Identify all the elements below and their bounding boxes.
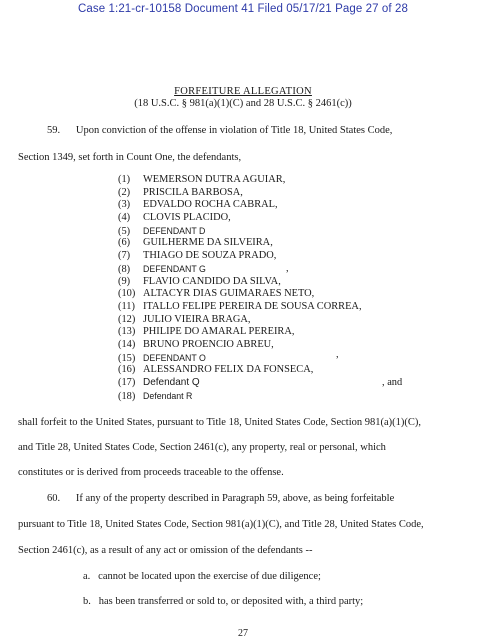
- defendant-name: FLAVIO CANDIDO DA SILVA,: [143, 275, 281, 287]
- defendant-number: (14): [118, 338, 136, 350]
- item-a: [83, 571, 321, 582]
- defendant-item: [118, 199, 362, 212]
- para-59-line-1: 59. Upon conviction of the offense in violation of Title 18, United States Code,: [47, 125, 393, 136]
- item-b: [83, 596, 363, 607]
- forfeit-line-1: shall forfeit to the United States, pursuant to Title 18, United States Code, Section 981(a)(1)(C),: [18, 417, 422, 428]
- item-text: has been transferred or sold to, or deposited with, a third party;: [98, 596, 364, 607]
- para-60-line-3: Section 2461(c), as a result of any act or omission of the defendants --: [18, 545, 313, 556]
- defendant-name: THIAGO DE SOUZA PRADO,: [143, 250, 277, 262]
- defendant-name: PHILIPE DO AMARAL PEREIRA,: [143, 326, 295, 338]
- para-59-line-2: Section 1349, set forth in Count One, the defendants,: [18, 152, 242, 163]
- defendant-item: [118, 288, 362, 301]
- defendant-item: [118, 263, 362, 276]
- defendant-number: (8): [118, 263, 131, 275]
- defendant-item: [118, 212, 362, 225]
- section-subtitle: (18 U.S.C. § 981(a)(1)(C) and 28 U.S.C. § 2461(c)): [134, 98, 352, 109]
- item-letter: a.: [83, 571, 91, 582]
- defendant-item: [118, 390, 362, 403]
- and-conjunction: , and: [382, 377, 403, 388]
- defendant-number: (7): [118, 250, 131, 262]
- defendant-item: [118, 301, 362, 314]
- forfeit-line-2: and Title 28, United States Code, Section 2461(c), any property, real or personal, which: [18, 442, 386, 453]
- defendant-item: [118, 276, 362, 289]
- defendant-item: [118, 377, 403, 390]
- defendant-item: [118, 364, 362, 377]
- defendant-number: (13): [118, 326, 136, 338]
- para-60-line-1: 60. If any of the property described in Paragraph 59, above, as being forfeitable: [47, 493, 395, 504]
- defendant-name: CLOVIS PLACIDO,: [143, 212, 231, 224]
- defendant-number: (11): [118, 300, 135, 312]
- defendant-name: WEMERSON DUTRA AGUIAR,: [143, 174, 286, 185]
- defendant-number: (17): [118, 377, 136, 388]
- defendant-name: PRISCILA BARBOSA,: [143, 186, 243, 198]
- defendant-item: [118, 237, 362, 250]
- defendant-name: GUILHERME DA SILVEIRA,: [143, 237, 273, 249]
- defendant-item: [118, 326, 362, 339]
- defendant-name: BRUNO PROENCIO ABREU,: [143, 338, 274, 350]
- defendant-item: [118, 314, 362, 327]
- defendant-name-redacted: Defendant R: [143, 390, 193, 401]
- case-header: Case 1:21-cr-10158 Document 41 Filed 05/17/21 Page 27 of 28: [77, 3, 409, 15]
- item-text: cannot be located upon the exercise of due diligence;: [98, 571, 321, 582]
- defendant-number: (18): [118, 390, 136, 402]
- defendant-name: ALESSANDRO FELIX DA FONSECA,: [143, 364, 314, 376]
- item-letter: b.: [83, 596, 91, 607]
- defendant-number: (1): [118, 174, 131, 185]
- para-60-line-2: pursuant to Title 18, United States Code, Section 981(a)(1)(C), and Title 28, United States Code,: [18, 519, 424, 530]
- defendant-name: EDVALDO ROCHA CABRAL,: [143, 199, 278, 211]
- defendant-number: (4): [118, 212, 131, 224]
- defendant-item: [118, 174, 362, 187]
- defendant-item: [118, 225, 362, 238]
- defendant-number: (5): [118, 225, 131, 237]
- defendant-name-redacted: DEFENDANT D: [143, 225, 206, 236]
- defendant-name-redacted: DEFENDANT G: [143, 263, 206, 274]
- defendant-number: (15): [118, 352, 136, 364]
- forfeit-line-3: constitutes or is derived from proceeds traceable to the offense.: [18, 467, 284, 478]
- defendant-item: [118, 348, 362, 365]
- defendant-number: (12): [118, 313, 136, 325]
- defendant-name: ALTACYR DIAS GUIMARAES NETO,: [143, 288, 315, 300]
- defendant-name-redacted: Defendant Q: [143, 377, 200, 388]
- page-number: 27: [238, 628, 248, 639]
- defendant-list: [118, 174, 403, 402]
- defendant-number: (16): [118, 364, 136, 376]
- defendant-item: [118, 250, 362, 263]
- stray-comma: ,: [336, 348, 339, 360]
- defendant-number: (9): [118, 275, 131, 287]
- stray-comma: ,: [286, 262, 289, 274]
- defendant-name-redacted: DEFENDANT O: [143, 352, 206, 363]
- defendant-number: (10): [118, 288, 136, 300]
- defendant-item: [118, 339, 362, 352]
- defendant-number: (3): [118, 199, 131, 211]
- defendant-name: JULIO VIEIRA BRAGA,: [143, 313, 251, 325]
- defendant-number: (2): [118, 186, 131, 198]
- defendant-name: ITALLO FELIPE PEREIRA DE SOUSA CORREA,: [143, 300, 362, 312]
- defendant-number: (6): [118, 237, 131, 249]
- section-title: FORFEITURE ALLEGATION: [174, 86, 312, 97]
- defendant-item: [118, 187, 362, 200]
